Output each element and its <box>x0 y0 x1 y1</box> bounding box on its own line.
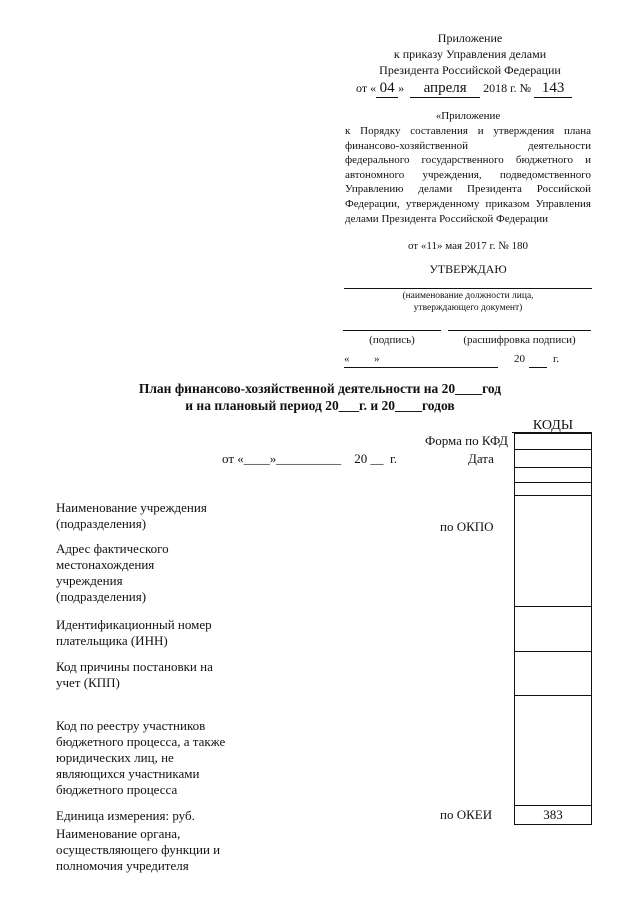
plan-title-line-1: План финансово-хозяйственной деятельности на 20____год <box>138 381 502 396</box>
field-institution: Наименование учреждения (подразделения) <box>56 500 207 531</box>
code-cell-kfd <box>514 433 592 450</box>
signature-caption: (подпись) <box>369 334 415 346</box>
approve-date-g: г. <box>553 353 560 365</box>
field-address: Адрес фактического местонахождения учреждения (подразделения) <box>56 541 169 604</box>
position-line <box>344 288 592 289</box>
code-cell-kpp <box>514 651 592 696</box>
plan-title <box>100 380 540 414</box>
form-label: Форма по КФД <box>424 433 508 448</box>
code-cell-registry <box>514 695 592 806</box>
codes-header: КОДЫ <box>532 418 574 433</box>
code-cell-inn <box>514 606 592 652</box>
okei-label: по ОКЕИ <box>440 807 493 822</box>
order-date-row <box>356 80 596 98</box>
appendix-line-3: Президента Российской Федерации <box>379 63 561 77</box>
order-number: 143 <box>534 80 572 98</box>
order-from: от « <box>356 81 377 95</box>
appendix-title: Приложение <box>437 31 503 45</box>
field-inn: Идентификационный номер плательщика (ИНН) <box>56 617 212 648</box>
code-cell-okpo <box>514 495 592 607</box>
approve-year-line <box>529 367 547 368</box>
approve-date-year: 20 <box>514 353 525 365</box>
annex-title: «Приложение <box>435 110 501 122</box>
appendix-line-2: к приказу Управления делами <box>393 47 547 61</box>
field-founder: Наименование органа, осуществляющего функции и полномочия учредителя <box>56 826 221 873</box>
order-day: 04 <box>376 80 398 98</box>
signature-line <box>343 330 441 331</box>
approve-date-open: « <box>344 353 350 365</box>
decode-caption: (расшифровка подписи) <box>463 334 576 346</box>
field-registry: Код по реестру участников бюджетного процесса, а также юридических лиц, не являющихся участниками бюджетного процесса <box>56 718 226 797</box>
date-label: Дата <box>468 451 494 466</box>
annex-date: от «11» мая 2017 г. № 180 <box>407 240 529 252</box>
decode-line <box>448 330 591 331</box>
approve-date-close: » <box>374 353 380 365</box>
annex-text: к Порядку составления и утверждения плана финансово-хозяйственной деятельности федерального государственного бюджетного и автономного учреждения, подведомственного Управлению делами Президента Российской Федерации, утвержденному приказом Управления делами Президента Российской Федерации <box>345 125 591 225</box>
code-cell-spacer-1 <box>514 467 592 483</box>
position-caption-line-1: (наименование должности лица, <box>402 291 534 301</box>
form-date-row: от «____»__________ 20 __ г. <box>222 451 398 466</box>
field-kpp: Код причины постановки на учет (КПП) <box>56 659 213 690</box>
order-month: апреля <box>410 80 480 98</box>
code-cell-spacer-2 <box>514 482 592 496</box>
approve-title: УТВЕРЖДАЮ <box>429 262 507 276</box>
position-caption-line-2: утверждающего документ) <box>413 303 523 313</box>
plan-title-line-2: и на плановый период 20___г. и 20____годов <box>185 398 455 413</box>
position-caption <box>345 290 591 314</box>
order-close-quote: » <box>398 81 405 95</box>
code-cell-date <box>514 449 592 468</box>
okpo-label: по ОКПО <box>440 519 494 534</box>
field-unit: Единица измерения: руб. <box>56 808 195 823</box>
approve-date-line <box>344 367 498 368</box>
order-year: 2018 г. № <box>483 81 532 95</box>
code-cell-okei: 383 <box>514 805 592 825</box>
